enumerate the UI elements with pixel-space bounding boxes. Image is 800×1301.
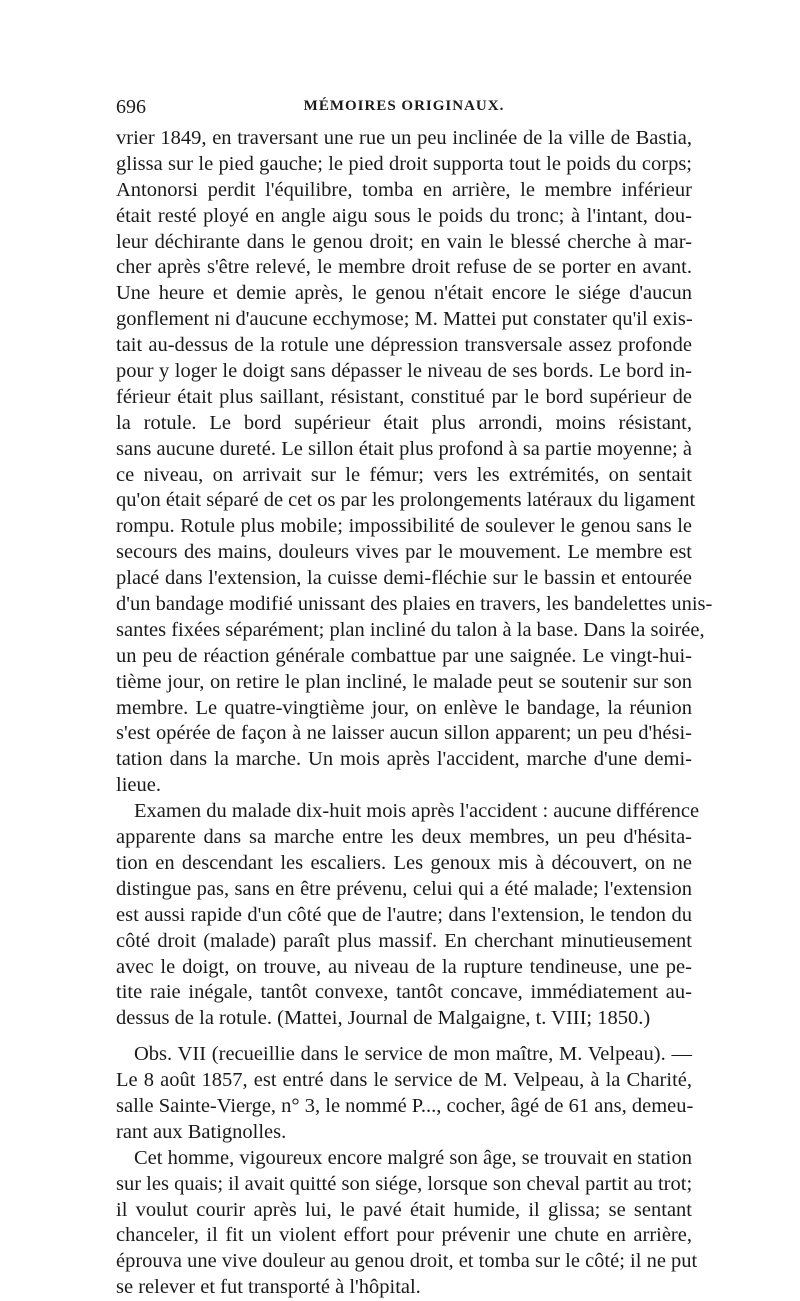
paragraph — [116, 799, 700, 1032]
paragraph-gap — [116, 1032, 692, 1042]
text-line: rompu. Rotule plus mobile; impossibilité de soulever le genou sans le — [116, 515, 692, 538]
paragraph — [116, 1146, 698, 1301]
text-line: est aussi rapide d'un côté que de l'autre; dans l'extension, le tendon du — [116, 903, 692, 926]
text-line: ce niveau, on arrivait sur le fémur; vers les extrémités, on sentait — [116, 463, 692, 486]
text-line: Obs. VII (recueillie dans le service de mon maître, M. Velpeau). — — [134, 1043, 692, 1066]
text-line: un peu de réaction générale combattue par une saignée. Le vingt-hui- — [116, 644, 692, 667]
text-line: férieur était plus saillant, résistant, constitué par le bord supérieur de — [116, 385, 692, 408]
text-line: pour y loger le doigt sans dépasser le niveau de ses bords. Le bord in- — [116, 360, 692, 383]
text-line: Une heure et demie après, le genou n'était encore le siége d'aucun — [116, 282, 692, 305]
text-line: côté droit (malade) paraît plus massif. En cherchant minutieusement — [116, 929, 692, 952]
paragraph — [116, 126, 713, 799]
text-line: cher après s'être relevé, le membre droit refuse de se porter en avant. — [116, 256, 692, 279]
text-line: salle Sainte-Vierge, n° 3, le nommé P..., cocher, âgé de 61 ans, demeu- — [116, 1094, 694, 1117]
text-line: leur déchirante dans le genou droit; en vain le blessé cherche à mar- — [116, 230, 692, 253]
text-line: membre. Le quatre-vingtième jour, on enlève le bandage, la réunion — [116, 696, 692, 719]
text-line: tion en descendant les escaliers. Les genoux mis à découvert, on ne — [116, 851, 692, 874]
text-line: s'est opérée de façon à ne laisser aucun sillon apparent; un peu d'hési- — [116, 722, 692, 745]
running-head: MÉMOIRES ORIGINAUX. — [303, 98, 505, 114]
text-line: éprouva une vive douleur au genou droit, et tomba sur le côté; il ne put — [116, 1250, 698, 1273]
text-line: glissa sur le pied gauche; le pied droit supporta tout le poids du corps; — [116, 152, 692, 175]
text-line: sur les quais; il avait quitté son siége, lorsque son cheval partit au trot; — [116, 1172, 693, 1195]
text-line: dessus de la rotule. (Mattei, Journal de Malgaigne, t. VIII; 1850.) — [116, 1007, 651, 1030]
text-line: santes fixées séparément; plan incliné du talon à la base. Dans la soirée, — [116, 618, 705, 641]
text-line: il voulut courir après lui, le pavé était humide, il glissa; se sentant — [116, 1198, 692, 1221]
text-line: Cet homme, vigoureux encore malgré son âge, se trouvait en station — [134, 1146, 692, 1169]
text-line: qu'on était séparé de cet os par les prolongements latéraux du ligament — [116, 489, 696, 512]
text-line: se relever et fut transporté à l'hôpital. — [116, 1276, 421, 1299]
text-line: lieue. — [116, 774, 161, 797]
text-line: tième jour, on retire le plan incliné, le malade peut se soutenir sur son — [116, 670, 692, 693]
body-text — [116, 126, 713, 1301]
text-line: gonflement ni d'aucune ecchymose; M. Mattei put constater qu'il exis- — [116, 308, 693, 331]
page-number: 696 — [116, 96, 146, 118]
text-line: était resté ployé en angle aigu sous le poids du tronc; à l'intant, dou- — [116, 204, 692, 227]
text-line: vrier 1849, en traversant une rue un peu inclinée de la ville de Bastia, — [116, 127, 692, 149]
text-line: rant aux Batignolles. — [116, 1120, 287, 1143]
text-line: distingue pas, sans en être prévenu, celui qui a été malade; l'extension — [116, 877, 692, 900]
text-line: tait au-dessus de la rotule une dépression transversale assez profonde — [116, 334, 692, 357]
text-line: secours des mains, douleurs vives par le mouvement. Le membre est — [116, 541, 692, 564]
text-line: Antonorsi perdit l'équilibre, tomba en arrière, le membre inférieur — [116, 178, 692, 201]
text-line: placé dans l'extension, la cuisse demi-fléchie sur le bassin et entourée — [116, 567, 692, 590]
text-line: apparente dans sa marche entre les deux membres, un peu d'hésita- — [116, 826, 692, 849]
text-line: la rotule. Le bord supérieur était plus arrondi, moins résistant, — [116, 411, 692, 434]
text-line: avec le doigt, on trouve, au niveau de la rupture tendineuse, une pe- — [116, 955, 692, 978]
text-line: tite raie inégale, tantôt convexe, tantôt concave, immédiatement au- — [116, 981, 692, 1004]
text-line: Examen du malade dix-huit mois après l'accident : aucune différence — [134, 800, 700, 823]
text-line: d'un bandage modifié unissant des plaies en travers, les bandelettes unis- — [116, 593, 713, 616]
text-line: chanceler, il fit un violent effort pour prévenir une chute en arrière, — [116, 1224, 692, 1247]
paragraph — [116, 1042, 692, 1146]
text-line: sans aucune dureté. Le sillon était plus profond à sa partie moyenne; à — [116, 437, 692, 460]
text-line: Le 8 août 1857, est entré dans le service de M. Velpeau, à la Charité, — [116, 1069, 692, 1092]
text-line: tation dans la marche. Un mois après l'accident, marche d'une demi- — [116, 748, 692, 771]
page-header — [116, 96, 692, 124]
